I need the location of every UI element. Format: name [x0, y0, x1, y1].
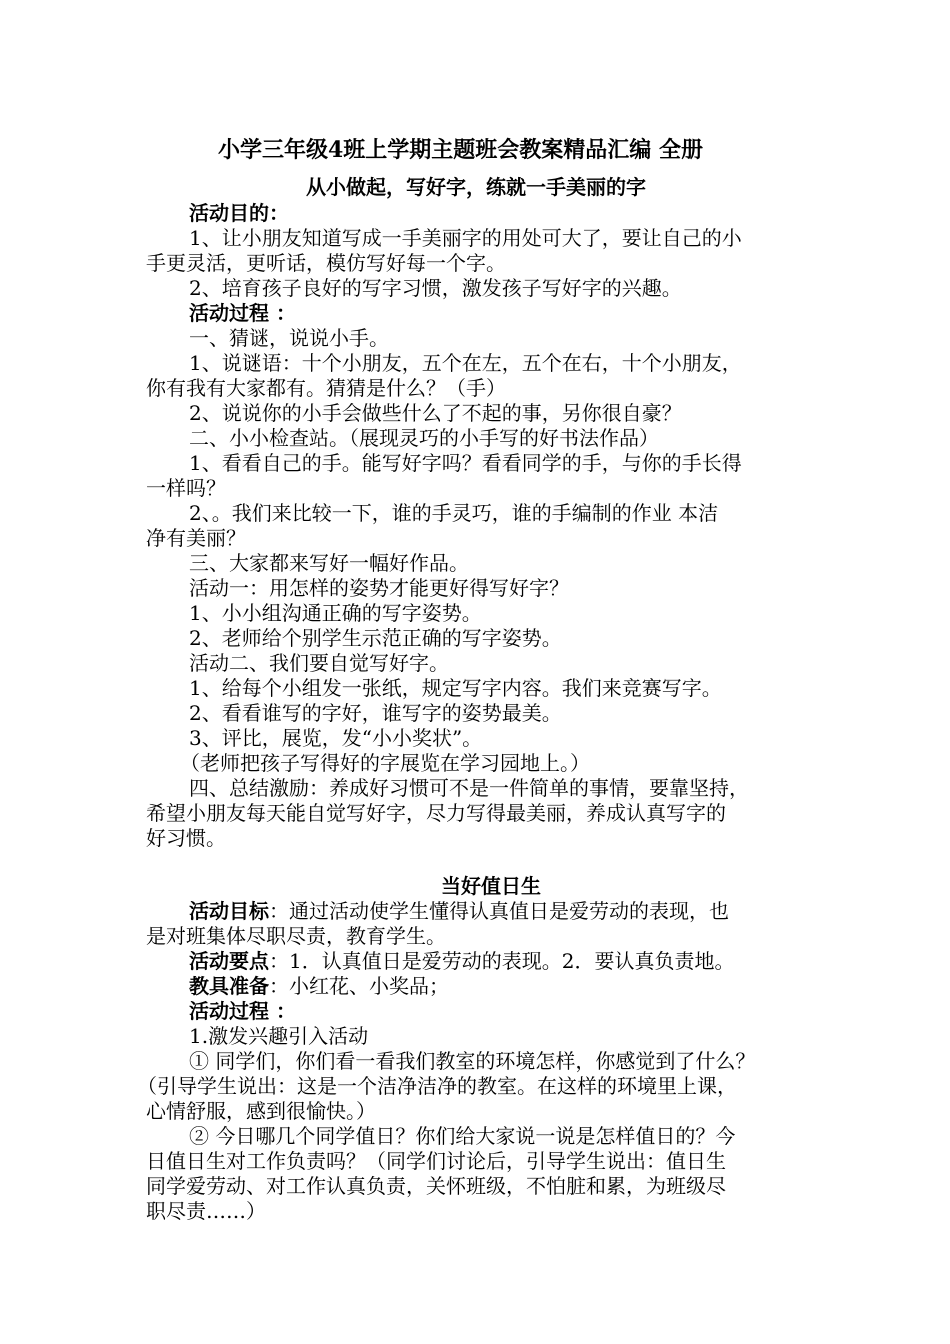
paragraph-line: 3、评比，展览，发“小小奖状”。 [189, 726, 483, 750]
paragraph-line: 活动一：用怎样的姿势才能更好得写好字？ [189, 576, 569, 600]
paragraph-line: 二、小小检查站。（展现灵巧的小手写的好书法作品） [189, 426, 659, 450]
paragraph-line: （老师把孩子写得好的字展览在学习园地上。） [180, 751, 590, 775]
paragraph-line: 1、给每个小组发一张纸，规定写字内容。我们来竞赛写字。 [189, 676, 722, 700]
paragraph-line: 活动二、我们要自觉写好字。 [189, 651, 449, 675]
s2-heading-process: 活动过程 ： [189, 999, 296, 1023]
paragraph-line [189, 973, 449, 999]
paragraph-line: （引导学生说出：这是一个洁净洁净的教室。在这样的环境里上课， [137, 1074, 737, 1098]
paragraph-line: 2、说说你的小手会做些什么了不起的事，另你很自豪？ [189, 401, 682, 425]
paragraph-line: 心情舒服，感到很愉快。） [146, 1099, 376, 1123]
paragraph-line: 2、。我们来比较一下，谁的手灵巧，谁的手编制的作业 本洁 [189, 501, 719, 525]
s1-heading-process: 活动过程 ： [189, 301, 296, 325]
paragraph-line: 希望小朋友每天能自觉写好字，尽力写得最美丽，养成认真写字的 [146, 801, 726, 825]
goal-text: ：通过活动使学生懂得认真值日是爱劳动的表现，也 [269, 899, 729, 923]
paragraph-line: 1、小小组沟通正确的写字姿势。 [189, 601, 482, 625]
paragraph-line: 三、大家都来写好一幅好作品。 [189, 551, 469, 575]
paragraph-line: 是对班集体尽职尽责，教育学生。 [146, 924, 446, 948]
paragraph-line: 2、老师给个别学生示范正确的写字姿势。 [189, 626, 562, 650]
paragraph-line: 同学爱劳动、对工作认真负责，关怀班级，不怕脏和累，为班级尽 [146, 1174, 726, 1198]
paragraph-line: 手更灵活，更听话，模仿写好每一个字。 [146, 251, 506, 275]
section2-title: 当好值日生 [441, 874, 541, 898]
paragraph-line: 1、说谜语：十个小朋友，五个在左，五个在右，十个小朋友， [189, 351, 742, 375]
paragraph-line: 你有我有大家都有。猜猜是什么？（手） [146, 376, 506, 400]
paragraph-line: 1、看看自己的手。能写好字吗？看看同学的手，与你的手长得 [189, 451, 742, 475]
prep-label: 教具准备 [189, 974, 269, 998]
paragraph-line: ① 同学们，你们看一看我们教室的环境怎样，你感觉到了什么？ [189, 1049, 756, 1073]
paragraph-line: ② 今日哪几个同学值日？你们给大家说一说是怎样值日的？今 [189, 1124, 736, 1148]
paragraph-line: 1.激发兴趣引入活动 [189, 1024, 369, 1048]
paragraph-line: 1、让小朋友知道写成一手美丽字的用处可大了，要让自己的小 [189, 226, 742, 250]
paragraph-line [189, 948, 734, 974]
paragraph-line: 2、培育孩子良好的写字习惯，激发孩子写好字的兴趣。 [189, 276, 682, 300]
section1-title: 从小做起，写好字，练就一手美丽的字 [306, 175, 646, 199]
paragraph-line: 职尽责……） [146, 1199, 266, 1223]
goal-label: 活动目标 [189, 899, 269, 923]
paragraph-line [189, 898, 729, 924]
document-title: 小学三年级4班上学期主题班会教案精品汇编 全册 [218, 137, 703, 163]
key-text: ：1．认真值日是爱劳动的表现。2．要认真负责地。 [269, 949, 735, 973]
paragraph-line: 一样吗？ [146, 476, 226, 500]
prep-text: ：小红花、小奖品； [269, 974, 449, 998]
paragraph-line: 净有美丽？ [146, 526, 246, 550]
paragraph-line: 一、猜谜，说说小手。 [189, 326, 389, 350]
key-label: 活动要点 [189, 949, 269, 973]
paragraph-line: 日值日生对工作负责吗？（同学们讨论后，引导学生说出：值日生 [146, 1149, 726, 1173]
paragraph-line: 2、看看谁写的字好，谁写字的姿势最美。 [189, 701, 562, 725]
s1-heading-goal: 活动目的： [189, 201, 289, 225]
paragraph-line: 四、总结激励：养成好习惯可不是一件简单的事情，要靠坚持， [189, 776, 749, 800]
paragraph-line: 好习惯。 [146, 826, 226, 850]
